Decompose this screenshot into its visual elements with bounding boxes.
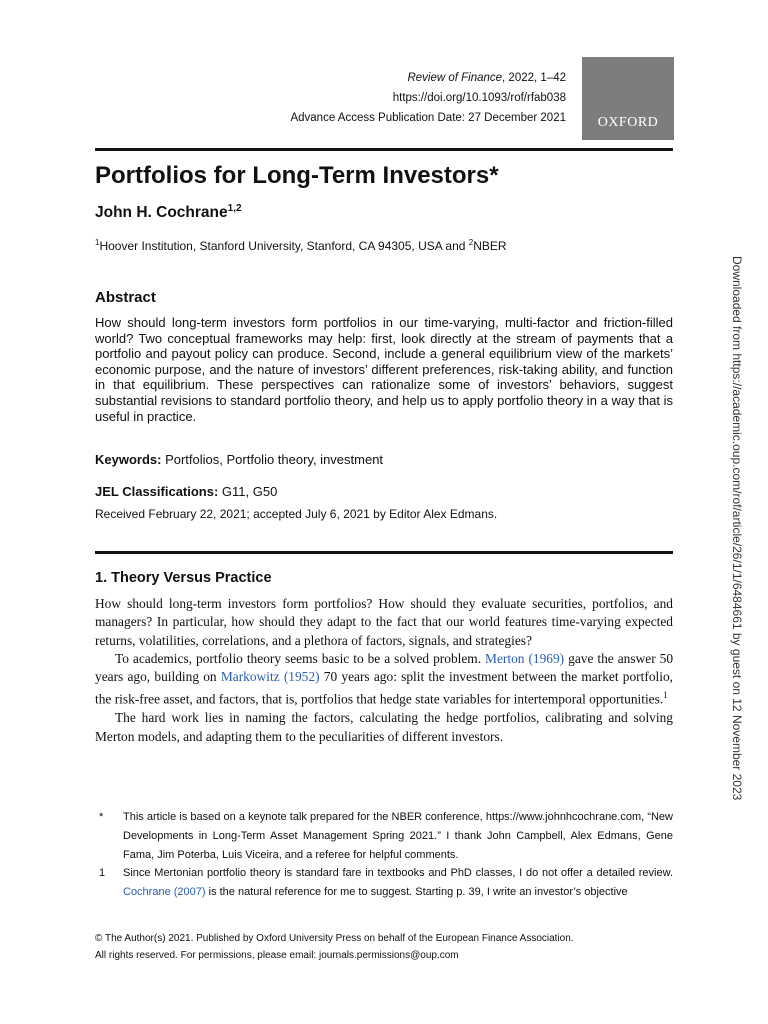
- oxford-logo-text: OXFORD: [597, 115, 659, 130]
- footnote-1-text: [123, 864, 673, 902]
- footnote-star-text: This article is based on a keynote talk prepared for the NBER conference, https://www.johnhcochrane.com, “New Developments in Long-Term Asset Management Spring 2021.” I thank John Campbell, Alex Edmans, Gene Fama, Jim Poterba, Luis Viceira, and a referee for helpful comments.: [123, 811, 673, 861]
- download-watermark: Downloaded from https://academic.oup.com/rof/article/26/1/1/6484661 by guest on 12 November 2023: [730, 256, 744, 801]
- section-heading: 1. Theory Versus Practice: [95, 570, 272, 586]
- author-line: [95, 203, 242, 222]
- abstract-rule: [95, 551, 673, 554]
- header-rule: [95, 148, 673, 151]
- paragraph-2-text-c: 70 years ago: split the investment between the market portfolio, the risk-free asset, and factors, that is, portfolios that hedge state variables for intertemporal opportunities.: [95, 669, 674, 707]
- paragraph-2-text-b: gave the answer 50 years ago, building on: [95, 650, 674, 685]
- footnote-1: [95, 864, 673, 902]
- received-line: Received February 22, 2021; accepted July 6, 2021 by Editor Alex Edmans.: [95, 507, 498, 521]
- citation-link-markowitz[interactable]: Markowitz (1952): [220, 669, 320, 685]
- affil-mark-1: 1: [95, 238, 100, 247]
- keywords: [95, 452, 383, 467]
- footnotes: [95, 808, 673, 902]
- author-affil-marks: 1,2: [227, 203, 242, 214]
- advance-access-date: Advance Access Publication Date: 27 December 2021: [290, 112, 566, 124]
- citation-link-merton[interactable]: Merton (1969): [485, 650, 565, 666]
- affil-text-2: NBER: [473, 239, 507, 253]
- doi-link[interactable]: https://doi.org/10.1093/rof/rfab038: [392, 92, 566, 104]
- footnote-ref-1[interactable]: 1: [663, 690, 668, 701]
- author-name[interactable]: John H. Cochrane: [95, 204, 228, 222]
- jel-value: G11, G50: [218, 484, 278, 499]
- footnote-1-text-a: Since Mertonian portfolio theory is standard fare in textbooks and PhD classes, I do not offer a detailed review.: [123, 867, 673, 880]
- copyright-notice: [95, 930, 574, 964]
- footnote-1-text-b: is the natural reference for me to suggest. Starting p. 39, I write an investor’s objective: [205, 886, 628, 899]
- abstract-heading: Abstract: [95, 289, 156, 306]
- jel-label: JEL Classifications:: [95, 484, 219, 499]
- article-title: Portfolios for Long-Term Investors*: [95, 162, 499, 189]
- citation-link-cochrane[interactable]: Cochrane (2007): [123, 886, 206, 899]
- paragraph-2: [95, 650, 673, 709]
- affil-mark-2: 2: [468, 238, 474, 247]
- journal-meta: [290, 68, 566, 128]
- affil-text-1: Hoover Institution, Stanford University, Stanford, CA 94305, USA and: [99, 239, 469, 253]
- paragraph-3: The hard work lies in naming the factors, calculating the hedge portfolios, calibrating and solving Merton models, and adapting them to the peculiarities of different investors.: [95, 710, 673, 744]
- paragraph-1: How should long-term investors form portfolios? How should they evaluate securities, portfolios, and managers? In particular, how should they adapt to the fact that our world features time-varying expected returns, volatilities, correlations, and a plethora of factors, signals, and strategies?: [95, 596, 673, 648]
- keywords-value: Portfolios, Portfolio theory, investment: [161, 452, 384, 467]
- journal-citation: [290, 68, 566, 88]
- footnote-1-mark: 1: [99, 867, 106, 880]
- paragraph-2-text-a: To academics, portfolio theory seems basic to be a solved problem.: [115, 650, 486, 666]
- jel-classifications: [95, 484, 277, 499]
- journal-year-pages: , 2022, 1–42: [502, 72, 566, 84]
- footnote-star-mark: *: [99, 811, 104, 823]
- abstract-text: How should long-term investors form portfolios in our time-varying, multi-factor and friction-filled world? Two conceptual frameworks may help: first, look directly at the stream of payments that a portfolio and payout policy can produce. Second, include a general equilibrium view of the markets’ economic purpose, and the nature of investors’ different preferences, risk-taking ability, and function in that equilibrium. These perspectives can rationalize some of investors’ behaviors, suggest substantial revisions to standard portfolio theory, and help us to apply portfolio theory in a way that is useful in practice.: [95, 315, 673, 424]
- section-body: [95, 595, 673, 746]
- journal-name: Review of Finance: [407, 72, 503, 84]
- footnote-star: [95, 808, 673, 864]
- oxford-logo[interactable]: [582, 57, 674, 140]
- affiliations: [95, 238, 507, 253]
- copyright-line-1: © The Author(s) 2021. Published by Oxford University Press on behalf of the European Finance Association.: [95, 933, 574, 944]
- keywords-label: Keywords:: [95, 452, 162, 467]
- copyright-line-2: All rights reserved. For permissions, please email: journals.permissions@oup.com: [95, 950, 459, 961]
